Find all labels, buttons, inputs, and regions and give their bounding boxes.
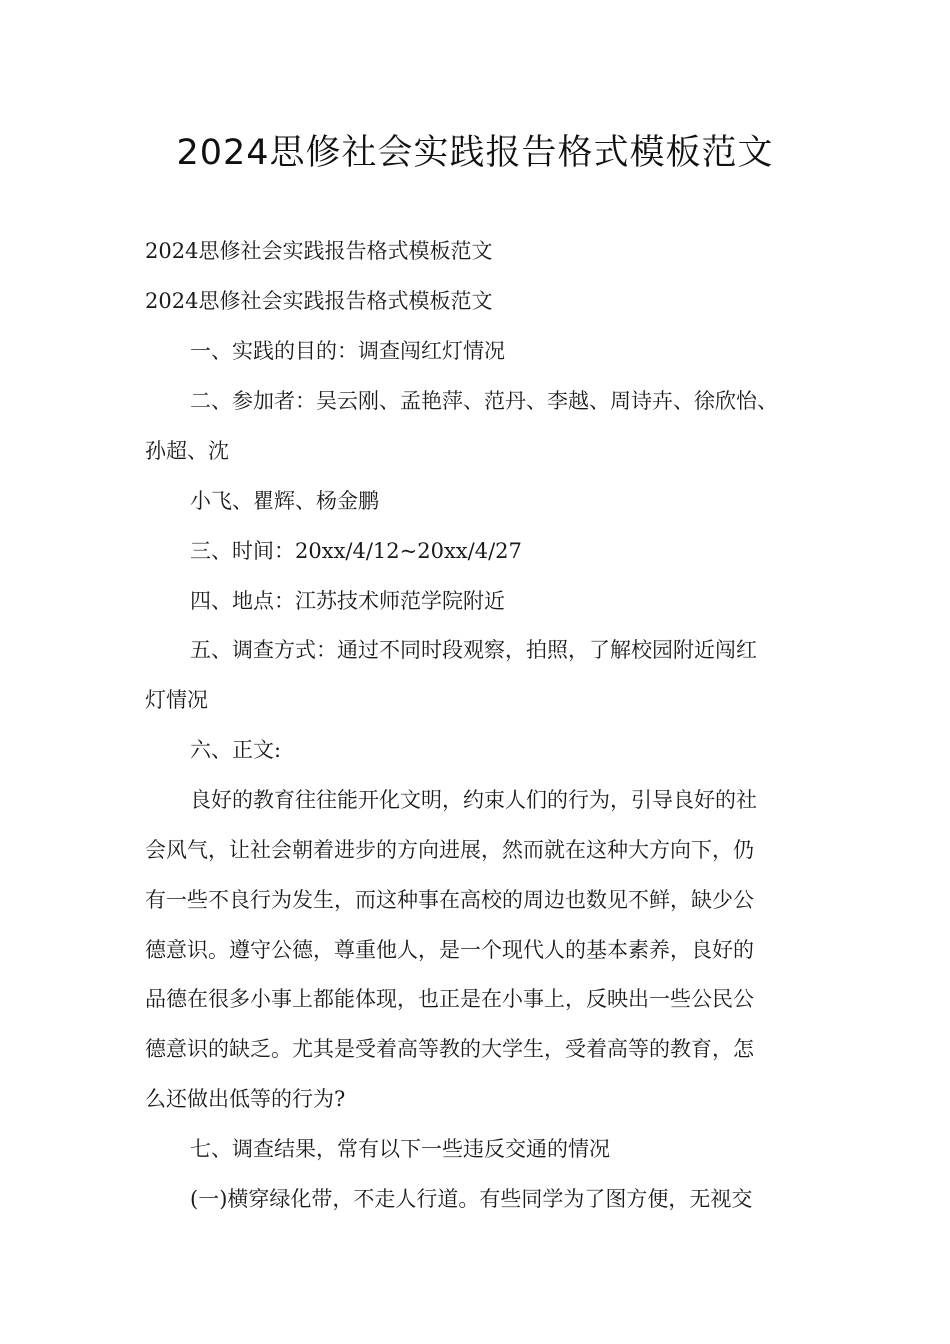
body-paragraph-line: 品德在很多小事上都能体现，也正是在小事上，反映出一些公民公 — [145, 987, 754, 1011]
method-line: 五、调查方式：通过不同时段观察，拍照，了解校园附近闯红 — [190, 638, 757, 662]
purpose-line: 一、实践的目的：调查闯红灯情况 — [190, 339, 505, 363]
body-paragraph-line: 良好的教育往往能开化文明，约束人们的行为，引导良好的社 — [190, 788, 757, 812]
method-continued-line: 灯情况 — [145, 688, 208, 712]
body-paragraph-line: 有一些不良行为发生，而这种事在高校的周边也数见不鲜，缺少公 — [145, 888, 754, 912]
results-heading-line: 七、调查结果，常有以下一些违反交通的情况 — [190, 1137, 610, 1161]
body-paragraph-line: 德意识。遵守公德，尊重他人，是一个现代人的基本素养，良好的 — [145, 938, 754, 962]
subtitle-line-1: 2024思修社会实践报告格式模板范文 — [145, 239, 493, 263]
body-paragraph-line: 么还做出低等的行为? — [145, 1087, 346, 1111]
body-heading-line: 六、正文: — [190, 738, 282, 762]
body-paragraph-line: 德意识的缺乏。尤其是受着高等教的大学生，受着高等的教育，怎 — [145, 1037, 754, 1061]
body-paragraph-line: 会风气，让社会朝着进步的方向进展，然而就在这种大方向下，仍 — [145, 838, 754, 862]
participants-line: 二、参加者：吴云刚、孟艳萍、范丹、李越、周诗卉、徐欣怡、 — [190, 389, 778, 413]
results-item-line: (一)横穿绿化带，不走人行道。有些同学为了图方便，无视交 — [190, 1187, 753, 1211]
participants-extra-line: 小飞、瞿辉、杨金鹏 — [190, 489, 379, 513]
document-title: 2024思修社会实践报告格式模板范文 — [176, 133, 774, 173]
participants-continued-line: 孙超、沈 — [145, 439, 229, 463]
subtitle-line-2: 2024思修社会实践报告格式模板范文 — [145, 289, 493, 313]
location-line: 四、地点：江苏技术师范学院附近 — [190, 589, 505, 613]
time-line: 三、时间：20xx/4/12~20xx/4/27 — [190, 539, 522, 563]
